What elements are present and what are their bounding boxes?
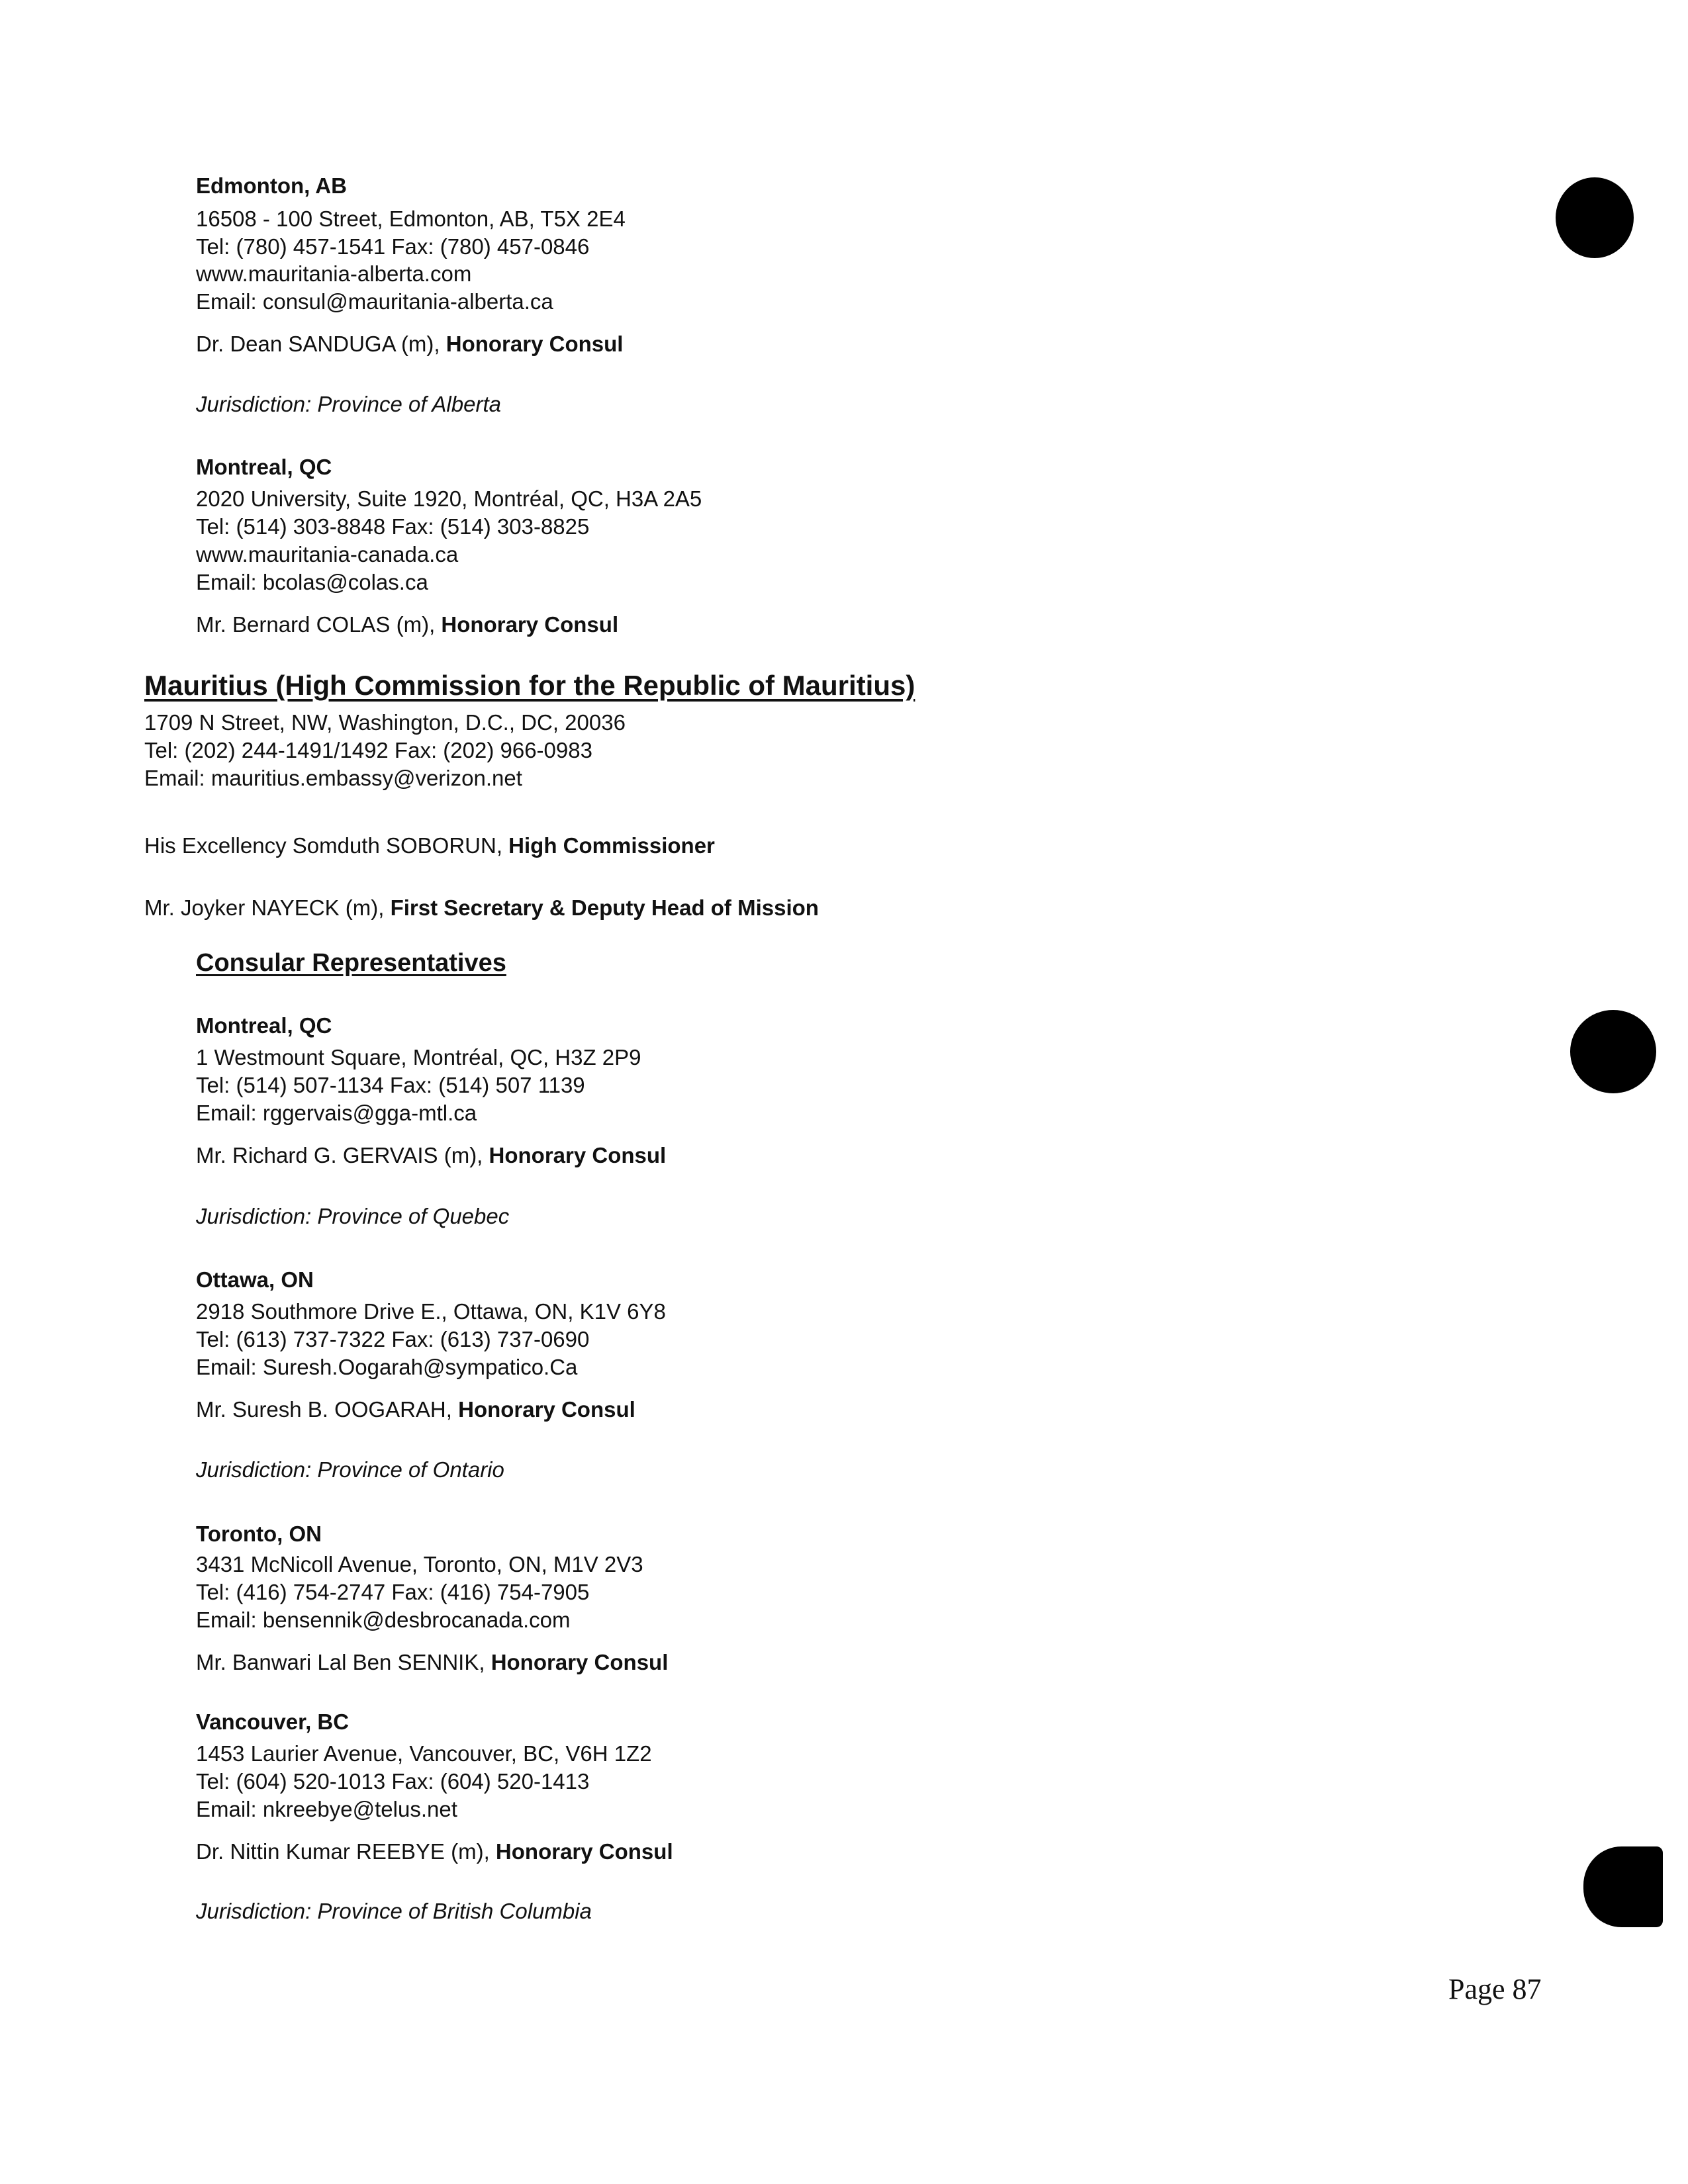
consul-name: Mr. Banwari Lal Ben SENNIK, xyxy=(196,1650,491,1674)
phone-fax: Tel: (416) 754-2747 Fax: (416) 754-7905 xyxy=(196,1580,590,1604)
official-name: His Excellency Somduth SOBORUN, xyxy=(144,833,509,858)
city-heading: Edmonton, AB xyxy=(196,173,347,198)
official-title: First Secretary & Deputy Head of Mission xyxy=(390,895,819,920)
address: 16508 - 100 Street, Edmonton, AB, T5X 2E4 xyxy=(196,206,626,231)
mission-email-link[interactable]: Email: mauritius.embassy@verizon.net xyxy=(144,766,522,790)
consul-title: Honorary Consul xyxy=(441,612,619,637)
consul-title: Honorary Consul xyxy=(489,1143,667,1167)
punch-hole xyxy=(1583,1846,1663,1927)
city-heading: Montreal, QC xyxy=(196,455,332,479)
email-link[interactable]: Email: bensennik@desbrocanada.com xyxy=(196,1608,571,1632)
email-link[interactable]: Email: Suresh.Oogarah@sympatico.Ca xyxy=(196,1355,578,1379)
phone-fax: Tel: (613) 737-7322 Fax: (613) 737-0690 xyxy=(196,1327,590,1351)
website-link[interactable]: www.mauritania-canada.ca xyxy=(196,542,459,567)
jurisdiction: Jurisdiction: Province of Quebec xyxy=(196,1204,510,1228)
city-heading: Toronto, ON xyxy=(196,1522,322,1546)
phone-fax: Tel: (780) 457-1541 Fax: (780) 457-0846 xyxy=(196,234,590,259)
address: 2020 University, Suite 1920, Montréal, QC, H3A 2A5 xyxy=(196,486,702,511)
website-link[interactable]: www.mauritania-alberta.com xyxy=(196,261,472,286)
mission-address: 1709 N Street, NW, Washington, D.C., DC, 20036 xyxy=(144,710,626,735)
email-link[interactable]: Email: rggervais@gga-mtl.ca xyxy=(196,1101,477,1125)
punch-hole xyxy=(1570,1010,1656,1093)
consul-name: Mr. Bernard COLAS (m), xyxy=(196,612,442,637)
city-heading: Montreal, QC xyxy=(196,1013,332,1038)
consul-entry xyxy=(196,1142,666,1169)
consul-entry xyxy=(196,1649,668,1676)
punch-hole xyxy=(1556,177,1634,258)
consul-entry xyxy=(196,1839,673,1865)
phone-fax: Tel: (514) 303-8848 Fax: (514) 303-8825 xyxy=(196,514,590,539)
page-number: Page 87 xyxy=(1448,1973,1542,2005)
address: 1 Westmount Square, Montréal, QC, H3Z 2P9 xyxy=(196,1045,641,1069)
official-entry xyxy=(144,895,819,921)
jurisdiction: Jurisdiction: Province of British Columbia xyxy=(196,1899,592,1923)
jurisdiction: Jurisdiction: Province of Alberta xyxy=(196,392,501,416)
phone-fax: Tel: (514) 507-1134 Fax: (514) 507 1139 xyxy=(196,1073,585,1097)
consul-entry xyxy=(196,612,618,638)
consul-name: Mr. Richard G. GERVAIS (m), xyxy=(196,1143,489,1167)
consul-title: Honorary Consul xyxy=(445,332,624,356)
phone-fax: Tel: (604) 520-1013 Fax: (604) 520-1413 xyxy=(196,1769,590,1794)
consul-name: Dr. Dean SANDUGA (m), xyxy=(196,332,446,356)
official-title: High Commissioner xyxy=(508,833,715,858)
email-link[interactable]: Email: consul@mauritania-alberta.ca xyxy=(196,289,553,314)
consul-name: Dr. Nittin Kumar REEBYE (m), xyxy=(196,1839,496,1864)
consular-heading: Consular Representatives xyxy=(196,949,506,977)
jurisdiction: Jurisdiction: Province of Ontario xyxy=(196,1457,504,1482)
email-link[interactable]: Email: bcolas@colas.ca xyxy=(196,570,428,594)
country-heading: Mauritius (High Commission for the Republic of Mauritius) xyxy=(144,670,915,701)
address: 1453 Laurier Avenue, Vancouver, BC, V6H 1Z2 xyxy=(196,1741,652,1766)
city-heading: Vancouver, BC xyxy=(196,1709,350,1734)
address: 3431 McNicoll Avenue, Toronto, ON, M1V 2V3 xyxy=(196,1552,643,1576)
official-name: Mr. Joyker NAYECK (m), xyxy=(144,895,391,920)
consul-title: Honorary Consul xyxy=(491,1650,669,1674)
official-entry xyxy=(144,833,715,859)
mission-phone-fax: Tel: (202) 244-1491/1492 Fax: (202) 966-0983 xyxy=(144,738,592,762)
consul-name: Mr. Suresh B. OOGARAH, xyxy=(196,1397,459,1422)
consul-title: Honorary Consul xyxy=(458,1397,635,1422)
consul-entry xyxy=(196,331,623,357)
email-link[interactable]: Email: nkreebye@telus.net xyxy=(196,1797,457,1821)
consul-title: Honorary Consul xyxy=(495,1839,673,1864)
consul-entry xyxy=(196,1396,635,1423)
address: 2918 Southmore Drive E., Ottawa, ON, K1V 6Y8 xyxy=(196,1299,666,1324)
city-heading: Ottawa, ON xyxy=(196,1267,314,1292)
